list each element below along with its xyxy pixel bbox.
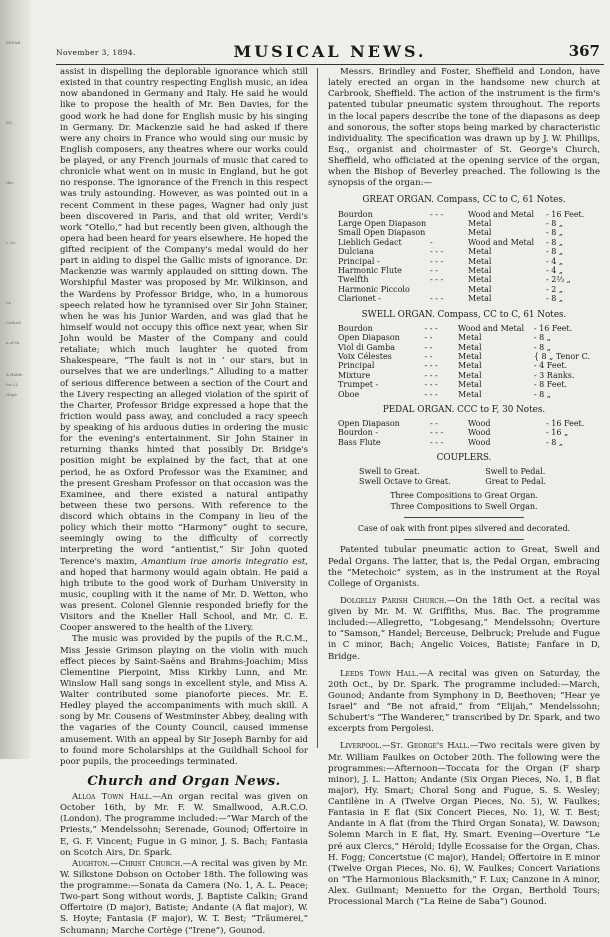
stop-material: Wood and Metal <box>458 323 525 333</box>
stop-pitch: { 8 „ Tenor C. <box>533 351 590 361</box>
stop-name: Large Open Diapason <box>338 218 427 228</box>
stop-pitch: - 8 „ <box>546 237 564 247</box>
coupler: Swell to Great. <box>359 467 420 477</box>
stop-material: Metal <box>458 361 482 371</box>
binding-mark: ESSAR <box>6 40 21 45</box>
stop-name: Bourdon <box>338 323 373 333</box>
stop-pitch: - 2⅔ „ <box>546 275 571 285</box>
news-item-leeds: Leeds Town Hall.—A recital was given on Saturday, the 20th Oct., by Dr. Spark. The programme included:—March, Gounod; Andante from Symphony in D, Beethoven; “Hear ye Israel” and “Be not afraid,” from “Elijah,” Mendelssohn; Schubert's “The Wanderer,” transcribed by Dr. Spark, and two excerpts from Pergolesi. <box>328 668 600 735</box>
stop-leader: - - <box>424 342 433 352</box>
binding-mark: Hope <box>6 392 17 397</box>
composition-line: Three Compositions to Swell Organ. <box>390 502 538 512</box>
coupler: Swell to Pedal. <box>485 467 546 477</box>
couplers-heading: COUPLERS. <box>436 453 492 464</box>
stop-pitch: - 8 „ <box>546 228 564 238</box>
stop-pitch: - 8 „ <box>533 333 551 343</box>
stop-material: Metal <box>458 342 482 352</box>
stop-leader: - - - <box>430 294 444 304</box>
stop-row <box>338 275 590 284</box>
stop-name: Oboe <box>338 389 360 399</box>
stop-name: Harmonic Piccolo <box>338 284 410 294</box>
stop-row <box>338 371 590 380</box>
left-column <box>60 67 308 937</box>
stop-material: Wood and Metal <box>468 237 535 247</box>
stop-name: Small Open Diapason <box>338 228 426 238</box>
binding-mark: A Hidde <box>6 372 23 377</box>
stop-row <box>338 333 590 342</box>
stop-material: Metal <box>468 284 492 294</box>
stop-pitch: - 8 „ <box>546 294 564 304</box>
coupler: Swell Octave to Great. <box>359 477 451 487</box>
stop-row <box>338 285 590 294</box>
stop-pitch: - 8 Feet. <box>533 380 568 390</box>
stop-material: Metal <box>468 228 492 238</box>
stop-row <box>338 247 590 256</box>
stop-leader: - - - <box>424 323 438 333</box>
separator-rule <box>404 517 524 518</box>
binding-mark: thir <box>6 180 14 185</box>
news-item-liverpool: Liverpool.—St. George's Hall.—Two recitals were given by Mr. William Faulkes on October 20th. The following were the programmes:—Afternoon—Toccata for the Organ (F sharp minor), J. L. Hatton; Andante (Six Organ Pieces, No. 1, B flat major), Hy. Smart; Choral Song and Fugue, S. S. Wesley; Cantilène in A (Twelve Organ Pieces, No. 5), W. Faulkes; Fantasia in E flat (Six Concert Pieces, No. 1), W. T. Best; Andante in A flat (from the Third Organ Sonata), W. Dawson; Solemn March in E flat, Hy. Smart. Evening—Overture “Le pré aux Clercs,” Hérold; Idylle Ecossaise for the Organ, Chas. H. Fogg; Concertstue (C major), Handel; Offertoire in E minor (Twelve Organ Pieces, No. 6), W. Faulkes; Concert Variations on “The Harmonious Blacksmith,” F. Lux; Canzone in A minor, Alex. Guilmant; Menuetto for the Organ, Berthold Tours; Processional March (“La Reine de Saba”) Gounod. <box>328 741 601 908</box>
publication-title: MUSICAL NEWS. <box>233 42 427 61</box>
stop-leader: - - - <box>430 275 444 285</box>
news-item-alloa: Alloa Town Hall.—An organ recital was given on October 16th, by Mr. F. W. Smallwood, A.R.C.O. (London). The programme included:—“War March of the Priests,” Mendelssohn; Serenade, Gounod; Offertoire in E, G. F. Vincent; Fugue in G minor, J. S. Bach; Fantasia on Scotch Airs, Dr. Spark. <box>60 792 308 858</box>
stop-name: Principal <box>338 361 375 371</box>
stop-material: Wood and Metal <box>468 209 535 219</box>
header-rule <box>56 64 604 65</box>
stop-material: Metal <box>468 294 492 304</box>
stop-leader: - - - <box>424 389 438 399</box>
stop-row <box>338 219 590 228</box>
stop-row <box>338 238 590 247</box>
stop-row <box>338 210 590 219</box>
great-organ-stops <box>338 210 590 304</box>
stop-name: Bourdon <box>338 209 373 219</box>
stop-pitch: - 3 Ranks. <box>533 370 575 380</box>
stop-name: Open Diapason <box>338 333 400 343</box>
stop-row <box>338 266 590 275</box>
swell-organ-heading: SWELL ORGAN. Compass, CC to C, 61 Notes. <box>361 309 567 320</box>
stop-material: Metal <box>468 247 492 257</box>
stop-row <box>338 343 590 352</box>
stop-leader: - - <box>424 333 433 343</box>
stop-row <box>338 324 590 333</box>
stop-name: Viol di Gamba <box>338 342 395 352</box>
music-paragraph: The music was provided by the pupils of the R.C.M., Miss Jessie Grimson playing on the violin with much effect pieces by Saint-Saëns and Brahms-Joachim; Miss Clementine Pierpoint, Miss Kirkby Lunn, and Mr. Winslow Hall sang songs in excellent style, and Miss A. Walter contributed some pianoforte pieces. Mr. E. Hedley played the accompaniments with much skill. A song by Mr. Cousens of Westminster Abbey, dealing with the vagaries of the County Council, caused immense amusement. With an appeal by Sir Joseph Barnby for aid to found more Scholarships at the Guildhall School for poor pupils, the proceedings terminated. <box>60 634 308 767</box>
stop-row <box>338 352 590 361</box>
stop-name: Twelfth <box>338 275 369 285</box>
stop-material: Metal <box>468 256 492 266</box>
stop-pitch: - 4 Feet. <box>533 361 568 371</box>
stop-name: Bass Flute <box>338 437 381 447</box>
coupler-row <box>359 467 569 477</box>
stop-material: Wood <box>468 437 491 447</box>
coupler-row <box>359 477 569 487</box>
binding-mark: for LL <box>6 382 19 387</box>
composition-line: Three Compositions to Great Organ. <box>390 491 538 500</box>
stop-pitch: - 4 „ <box>546 256 564 266</box>
issue-date: November 3, 1894. <box>56 48 136 57</box>
stop-material: Metal <box>458 389 482 399</box>
binding-mark: n of th <box>6 340 20 345</box>
stop-leader: - - - <box>430 437 444 447</box>
stop-pitch: - 4 „ <box>546 265 564 275</box>
stop-leader: - - - <box>430 428 444 438</box>
stop-pitch: - 8 „ <box>533 342 551 352</box>
stop-name: Lieblich Gedact <box>338 237 402 247</box>
pedal-organ-heading: PEDAL ORGAN. CCC to F, 30 Notes. <box>382 404 546 415</box>
stop-leader <box>430 228 468 237</box>
stop-material: Wood <box>468 419 491 429</box>
stop-row <box>338 428 590 437</box>
pedal-organ-stops <box>338 419 590 447</box>
stop-material: Metal <box>468 275 492 285</box>
stop-pitch: - 16 „ <box>546 428 569 438</box>
organ-intro: Messrs. Brindley and Foster, Sheffield and London, have lately erected an organ in the handsome new church at Carbrook, Sheffield. The action of the instrument is the firm's patented tubular pneumatic system throughout. The reports in the local papers describe the tone of the diapasons as deep and sonorous, the softer stops being marked by characteristic individuality. The specification was drawn up by J. W. Phillips, Esq., organist and choirmaster of St. George's Church, Sheffield, who officiated at the opening service of the organ, when the Bishop of Beverley preached. The following is the synopsis of the organ:— <box>328 67 600 189</box>
article-text: assist in dispelling the deplorable ignorance which still existed in that country respecting English music, an idea now abandoned in Germany and Italy. He said he would like to propose the health of Mr. Ben Davies, for the good work he had done for English music by his singing in Germany. Dr. Mackenzie said he had asked if there were any choirs in France who would sing our music by English composers, any theatres where our works could be played, or any French journals of music that cared to chronicle what went on in music in England, but he got no response. The ignorance of the French in this respect was truly astounding. However, as was pointed out in a recent Comment in these pages, Wagner had only just been discovered in Paris, and that old writer, Verdi's work “Otello,” had but recently been given, although the opera had been heard for years elsewhere. He hoped the gifted recipient of the Company's medal would do her part in aiding to dispel the Gallic mists of ignorance. Dr. Mackenzie was warmly applauded on sitting down. The Worshipful Master was proposed by Mr. Wilkinson, and the Wardens by Professor Bridge, who, in a humorous speech related how he tyrannised over Sir John Stainer, when he was his Junior Warden, and was glad that he himself would not occupy this office next year, when Sir John would be Master of the Company and could retaliate; which much laughter he quoted from Shakespeare, “The fault is not in ‘ our stars, but in ourselves that we are underlings.” Alluding to a matter of serious difference between a section of the Court and the Livery respecting an alleged violation of the spirit of the Charter, Professor Bridge expressed a hope that the friction would pass away, and concluded a racy speech by speaking of his arduous duties in ordering the music for the evening's entertainment. Sir John Stainer in returning thanks hinted that possibly Dr. Bridge's position might be explained by the fact, that at one period, he as Oxford Professor was the Examiner, and the present Gresham Professor on that occasion was the Examinee, and there existed a natural antipathy between these two persons. With reference to the discord which obtains in the Company in lieu of the policy which their motto “Harmony” ought to secure, seemingly owing to the difficulty of correctly interpreting the word “antientist,” Sir John quoted Terence's maxim, Amantium irae amoris integratio est, and hoped that harmony would again obtain. He paid a high tribute to the good work of Durham University in music, coupling with it the name of Mr. D. Wetton, who was present. Colonel Glennie responded briefly for the Visitors and the Kneller Hall School, and Mr. C. E. Cooper answered to the health of the Livery. <box>60 67 308 634</box>
column-divider <box>317 68 318 748</box>
stop-row <box>338 438 590 447</box>
stop-row <box>338 228 590 237</box>
swell-organ-stops <box>338 324 590 399</box>
stop-row <box>338 257 590 266</box>
binding-mark: LL <box>6 300 12 305</box>
stop-row <box>338 419 590 428</box>
stop-leader: - - - <box>430 209 444 219</box>
stop-name: Dulciana <box>338 247 374 257</box>
right-column <box>328 67 600 908</box>
stop-leader: - - - <box>424 370 438 380</box>
stop-row <box>338 361 590 370</box>
stop-name: Bourdon - <box>338 428 379 438</box>
stop-name: Clarionet - <box>338 294 381 304</box>
stop-name: Harmonic Flute <box>338 265 402 275</box>
great-organ-heading: GREAT ORGAN. Compass, CC to C, 61 Notes. <box>362 195 566 206</box>
stop-leader: - - <box>430 419 438 429</box>
stop-material: Metal <box>458 333 482 343</box>
stop-material: Metal <box>468 218 492 228</box>
stop-material: Metal <box>458 351 482 361</box>
stop-name: Open Diapason <box>338 419 400 429</box>
stop-row <box>338 390 590 399</box>
stop-name: Mixture <box>338 370 371 380</box>
stop-pitch: - 16 Feet. <box>533 323 573 333</box>
binding-mark: Cathed. <box>6 320 22 325</box>
stop-pitch: - 8 „ <box>546 218 564 228</box>
stop-material: Metal <box>458 380 482 390</box>
stop-pitch: - 16 Feet. <box>546 209 585 219</box>
page-binding-edge <box>0 0 30 759</box>
stop-name: Trumpet - <box>338 380 379 390</box>
stop-leader: - - - <box>430 247 444 257</box>
stop-leader: - - - <box>424 380 438 390</box>
patented-note: Patented tubular pneumatic action to Great, Swell and Pedal Organs. The latter, that is, the Pedal Organ, embracing the “Metechoic” system, as in the instrument at the Royal College of Organists. <box>328 545 600 589</box>
news-item-aughton: Aughton.—Christ Church.—A recital was given by Mr. W. Silkstone Dobson on October 18th. The following was the programme:—Sonata da Camera (No. 1, A. L. Peace; Two-part Song without words, J. Baptiste Calkin; Grand Offertoire (D major), Batiste; Andante (A flat major), W. S. Hoyte; Fantasia (F major), W. T. Best; “Träumerei,” Schumann; Marche Cortège (“Irene”), Gounod. <box>60 858 308 936</box>
stop-pitch: - 8 „ <box>546 247 564 257</box>
page-number: 367 <box>568 42 600 60</box>
stop-leader <box>430 219 468 228</box>
stop-material: Metal <box>468 265 492 275</box>
newspaper-page <box>30 0 610 936</box>
stop-leader: - <box>430 237 433 247</box>
stop-name: Voix Célestes <box>338 351 392 361</box>
binding-mark: r, &c. <box>6 240 18 245</box>
binding-mark: ED <box>6 120 13 125</box>
news-item-dolgelly: Dolgelly Parish Church.—On the 18th Oct. a recital was given by Mr. M. W. Griffiths, Mus. Bac. The programme included:—Allegretto, “Lobgesang,” Mendelssohn; Overture to “Samson,” Handel; Berceuse, Delbruck; Prelude and Fugue in C minor, Bach; Angelic Voices, Batiste; Fanfare in D, Bridge. <box>328 595 601 662</box>
stop-pitch: - 2 „ <box>546 284 564 294</box>
stop-pitch: - 8 „ <box>533 389 551 399</box>
stop-material: Metal <box>458 370 482 380</box>
stop-leader: - - <box>430 265 438 275</box>
stop-leader <box>430 285 468 294</box>
couplers-table <box>359 467 569 487</box>
case-note: Case of oak with front pipes silvered and decorated. <box>357 524 571 534</box>
stop-name: Principal - <box>338 256 380 266</box>
stop-material: Wood <box>468 428 491 438</box>
stop-row <box>338 380 590 389</box>
latin-quote: Amantium irae amoris integratio est, <box>141 556 308 567</box>
stop-leader: - - - <box>430 256 444 266</box>
stop-row <box>338 294 590 303</box>
page-header <box>56 40 604 62</box>
stop-pitch: - 16 Feet. <box>546 419 585 429</box>
coupler: Great to Pedal. <box>485 477 547 487</box>
stop-leader: - - <box>424 351 433 361</box>
separator-rule <box>404 539 524 540</box>
stop-pitch: - 8 „ <box>546 437 564 447</box>
section-heading: Church and Organ News. <box>87 773 281 789</box>
stop-leader: - - - <box>424 361 438 371</box>
